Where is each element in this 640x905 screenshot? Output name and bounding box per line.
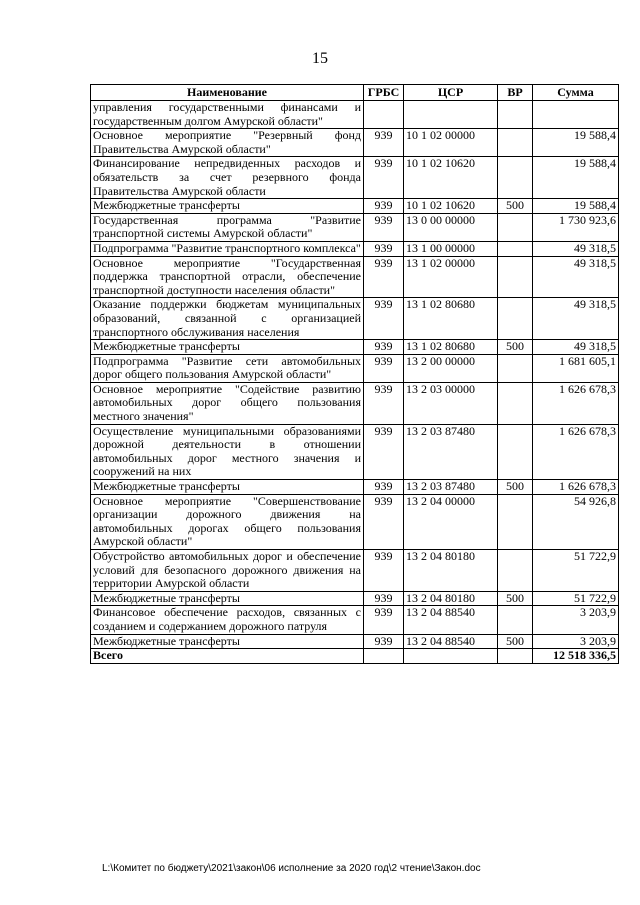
header-vr: ВР: [498, 85, 533, 101]
cell-csr: 13 2 04 88540: [404, 606, 498, 634]
cell-grbs: 939: [364, 354, 404, 382]
cell-name: Осуществление муниципальными образованиями дорожной деятельности в отношении автомобильных дорог местного значения и сооружений на них: [91, 424, 364, 479]
cell-sum: 3 203,9: [533, 634, 619, 649]
cell-grbs: 939: [364, 606, 404, 634]
cell-name: Основное мероприятие "Резервный фонд Правительства Амурской области": [91, 129, 364, 157]
cell-grbs: 939: [364, 634, 404, 649]
cell-sum: 19 588,4: [533, 129, 619, 157]
cell-sum: 3 203,9: [533, 606, 619, 634]
cell-grbs: 939: [364, 298, 404, 340]
cell-csr: 13 1 00 00000: [404, 241, 498, 256]
table-row: [91, 494, 619, 549]
table-row: [91, 480, 619, 495]
total-grbs-cell: [364, 649, 404, 664]
cell-sum: 49 318,5: [533, 256, 619, 298]
cell-vr: [498, 606, 533, 634]
table-row: [91, 101, 619, 129]
cell-grbs: 939: [364, 340, 404, 355]
cell-name: Межбюджетные трансферты: [91, 480, 364, 495]
cell-name: управления государственными финансами и государственным долгом Амурской области": [91, 101, 364, 129]
cell-csr: 13 0 00 00000: [404, 213, 498, 241]
page-number: 15: [312, 50, 328, 67]
cell-csr: 13 2 00 00000: [404, 354, 498, 382]
cell-grbs: 939: [364, 157, 404, 199]
cell-sum: 1 626 678,3: [533, 382, 619, 424]
cell-vr: [498, 382, 533, 424]
cell-sum: 51 722,9: [533, 550, 619, 592]
table-row: [91, 634, 619, 649]
cell-name: Основное мероприятие "Содействие развитию автомобильных дорог общего пользования местного значения": [91, 382, 364, 424]
cell-sum: 49 318,5: [533, 298, 619, 340]
cell-grbs: 939: [364, 550, 404, 592]
header-csr: ЦСР: [404, 85, 498, 101]
cell-vr: [498, 101, 533, 129]
cell-sum: 19 588,4: [533, 199, 619, 214]
table-header-row: [91, 85, 619, 101]
cell-vr: [498, 213, 533, 241]
cell-name: Подпрограмма "Развитие сети автомобильных дорог общего пользования Амурской области": [91, 354, 364, 382]
cell-name: Финансовое обеспечение расходов, связанных с созданием и содержанием дорожного патруля: [91, 606, 364, 634]
cell-name: Финансирование непредвиденных расходов и обязательств за счет резервного фонда Правительства Амурской области: [91, 157, 364, 199]
total-csr-cell: [404, 649, 498, 664]
cell-grbs: 939: [364, 591, 404, 606]
cell-csr: 13 1 02 00000: [404, 256, 498, 298]
cell-sum: 1 681 605,1: [533, 354, 619, 382]
cell-grbs: 939: [364, 480, 404, 495]
table-row: [91, 591, 619, 606]
cell-vr: [498, 424, 533, 479]
cell-vr: [498, 298, 533, 340]
cell-name: Основное мероприятие "Совершенствование организации дорожного движения на автомобильных дорогах общего пользования Амурской области": [91, 494, 364, 549]
cell-grbs: [364, 101, 404, 129]
cell-grbs: 939: [364, 241, 404, 256]
total-sum: 12 518 336,5: [533, 649, 619, 664]
cell-grbs: 939: [364, 382, 404, 424]
table-row: [91, 424, 619, 479]
cell-grbs: 939: [364, 199, 404, 214]
table-row: [91, 213, 619, 241]
cell-vr: 500: [498, 340, 533, 355]
cell-vr: 500: [498, 199, 533, 214]
cell-sum: 49 318,5: [533, 241, 619, 256]
table-row: [91, 199, 619, 214]
cell-csr: 10 1 02 10620: [404, 157, 498, 199]
cell-sum: 51 722,9: [533, 591, 619, 606]
cell-sum: 1 730 923,6: [533, 213, 619, 241]
table-row: [91, 298, 619, 340]
table-row: [91, 354, 619, 382]
cell-sum: 49 318,5: [533, 340, 619, 355]
budget-table: [90, 84, 619, 664]
cell-vr: 500: [498, 480, 533, 495]
cell-csr: 13 2 03 87480: [404, 480, 498, 495]
cell-sum: 1 626 678,3: [533, 480, 619, 495]
cell-name: Межбюджетные трансферты: [91, 199, 364, 214]
cell-vr: 500: [498, 634, 533, 649]
cell-csr: 13 2 04 00000: [404, 494, 498, 549]
table-row: [91, 606, 619, 634]
header-name: Наименование: [91, 85, 364, 101]
total-label: Всего: [91, 649, 364, 664]
cell-name: Межбюджетные трансферты: [91, 634, 364, 649]
footer-file-path: L:\Комитет по бюджету\2021\закон\06 исполнение за 2020 год\2 чтение\Закон.doc: [102, 863, 481, 874]
cell-csr: 13 2 03 87480: [404, 424, 498, 479]
cell-vr: [498, 256, 533, 298]
cell-csr: 13 2 04 88540: [404, 634, 498, 649]
cell-name: Оказание поддержки бюджетам муниципальных образований, связанной с организацией транспортного обслуживания населения: [91, 298, 364, 340]
cell-sum: 54 926,8: [533, 494, 619, 549]
cell-vr: 500: [498, 591, 533, 606]
total-vr-cell: [498, 649, 533, 664]
cell-vr: [498, 241, 533, 256]
table-row: [91, 129, 619, 157]
cell-name: Основное мероприятие "Государственная поддержка транспортной отрасли, обеспечение транспортной доступности населения области": [91, 256, 364, 298]
cell-sum: 19 588,4: [533, 157, 619, 199]
cell-sum: [533, 101, 619, 129]
table-row: [91, 157, 619, 199]
cell-csr: [404, 101, 498, 129]
cell-csr: 13 1 02 80680: [404, 298, 498, 340]
total-row: [91, 649, 619, 664]
cell-vr: [498, 157, 533, 199]
cell-vr: [498, 354, 533, 382]
cell-csr: 13 1 02 80680: [404, 340, 498, 355]
table-row: [91, 382, 619, 424]
cell-csr: 10 1 02 10620: [404, 199, 498, 214]
cell-name: Межбюджетные трансферты: [91, 591, 364, 606]
cell-name: Подпрограмма "Развитие транспортного комплекса": [91, 241, 364, 256]
header-sum: Сумма: [533, 85, 619, 101]
table-row: [91, 550, 619, 592]
table-body: [91, 101, 619, 649]
cell-grbs: 939: [364, 424, 404, 479]
cell-csr: 13 2 03 00000: [404, 382, 498, 424]
cell-csr: 13 2 04 80180: [404, 550, 498, 592]
table-row: [91, 241, 619, 256]
table-row: [91, 256, 619, 298]
cell-name: Межбюджетные трансферты: [91, 340, 364, 355]
table-row: [91, 340, 619, 355]
cell-grbs: 939: [364, 256, 404, 298]
cell-sum: 1 626 678,3: [533, 424, 619, 479]
cell-vr: [498, 550, 533, 592]
header-grbs: ГРБС: [364, 85, 404, 101]
cell-name: Обустройство автомобильных дорог и обеспечение условий для безопасного дорожного движения на территории Амурской области: [91, 550, 364, 592]
cell-csr: 10 1 02 00000: [404, 129, 498, 157]
cell-grbs: 939: [364, 494, 404, 549]
cell-name: Государственная программа "Развитие транспортной системы Амурской области": [91, 213, 364, 241]
cell-vr: [498, 129, 533, 157]
cell-csr: 13 2 04 80180: [404, 591, 498, 606]
cell-vr: [498, 494, 533, 549]
cell-grbs: 939: [364, 213, 404, 241]
cell-grbs: 939: [364, 129, 404, 157]
